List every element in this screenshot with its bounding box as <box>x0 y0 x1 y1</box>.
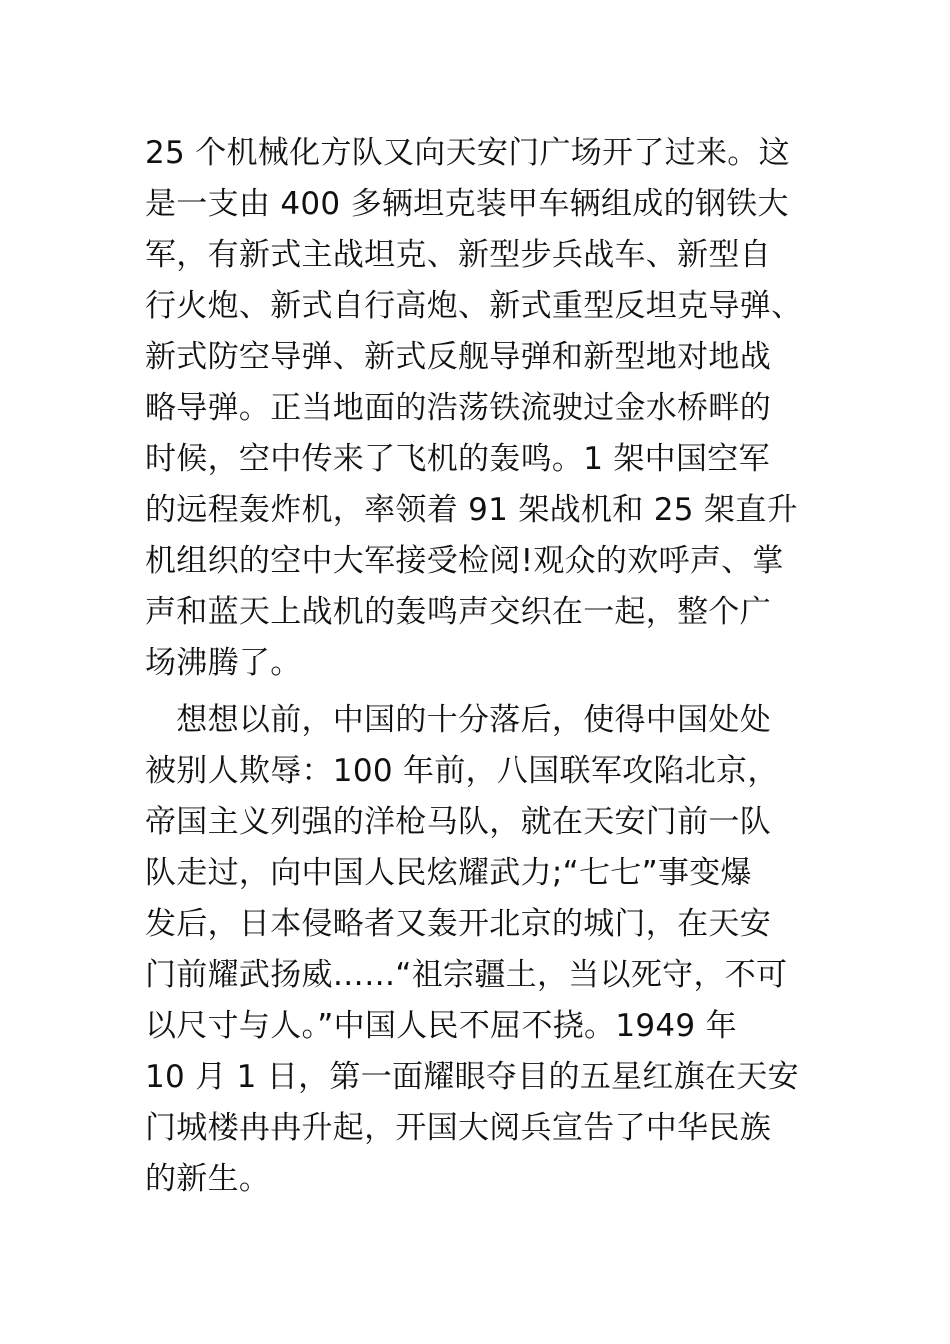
text-line: 被别人欺辱：100 年前，八国联军攻陷北京， <box>145 753 779 789</box>
text-line: 以尺寸与人。”中国人民不屈不挠。1949 年 <box>145 1008 737 1044</box>
text-line: 场沸腾了。 <box>145 645 302 681</box>
text-line: 想想以前，中国的十分落后，使得中国处处 <box>145 702 771 738</box>
text-line: 军，有新式主战坦克、新型步兵战车、新型自 <box>145 237 771 273</box>
paragraph <box>145 695 815 1205</box>
text-line: 发后，日本侵略者又轰开北京的城门，在天安 <box>145 906 771 942</box>
text-line: 的新生。 <box>145 1161 271 1197</box>
text-line: 队走过，向中国人民炫耀武力;“七七”事变爆 <box>145 855 752 891</box>
text-line: 略导弹。正当地面的浩荡铁流驶过金水桥畔的 <box>145 390 771 426</box>
body-text <box>145 128 815 1205</box>
text-line: 行火炮、新式自行高炮、新式重型反坦克导弹、 <box>145 288 803 324</box>
paragraph <box>145 128 815 689</box>
text-line: 的远程轰炸机，率领着 91 架战机和 25 架直升 <box>145 492 798 528</box>
text-line: 10 月 1 日，第一面耀眼夺目的五星红旗在天安 <box>145 1059 799 1095</box>
text-line: 门前耀武扬威……“祖宗疆土，当以死守，不可 <box>145 957 788 993</box>
text-line: 门城楼冉冉升起，开国大阅兵宣告了中华民族 <box>145 1110 771 1146</box>
text-line: 25 个机械化方队又向天安门广场开了过来。这 <box>145 135 790 171</box>
text-line: 时候，空中传来了飞机的轰鸣。1 架中国空军 <box>145 441 770 477</box>
text-line: 新式防空导弹、新式反舰导弹和新型地对地战 <box>145 339 771 375</box>
text-line: 是一支由 400 多辆坦克装甲车辆组成的钢铁大 <box>145 186 789 222</box>
text-line: 帝国主义列强的洋枪马队，就在天安门前一队 <box>145 804 771 840</box>
text-line: 声和蓝天上战机的轰鸣声交织在一起，整个广 <box>145 594 771 630</box>
text-line: 机组织的空中大军接受检阅!观众的欢呼声、掌 <box>145 543 784 579</box>
